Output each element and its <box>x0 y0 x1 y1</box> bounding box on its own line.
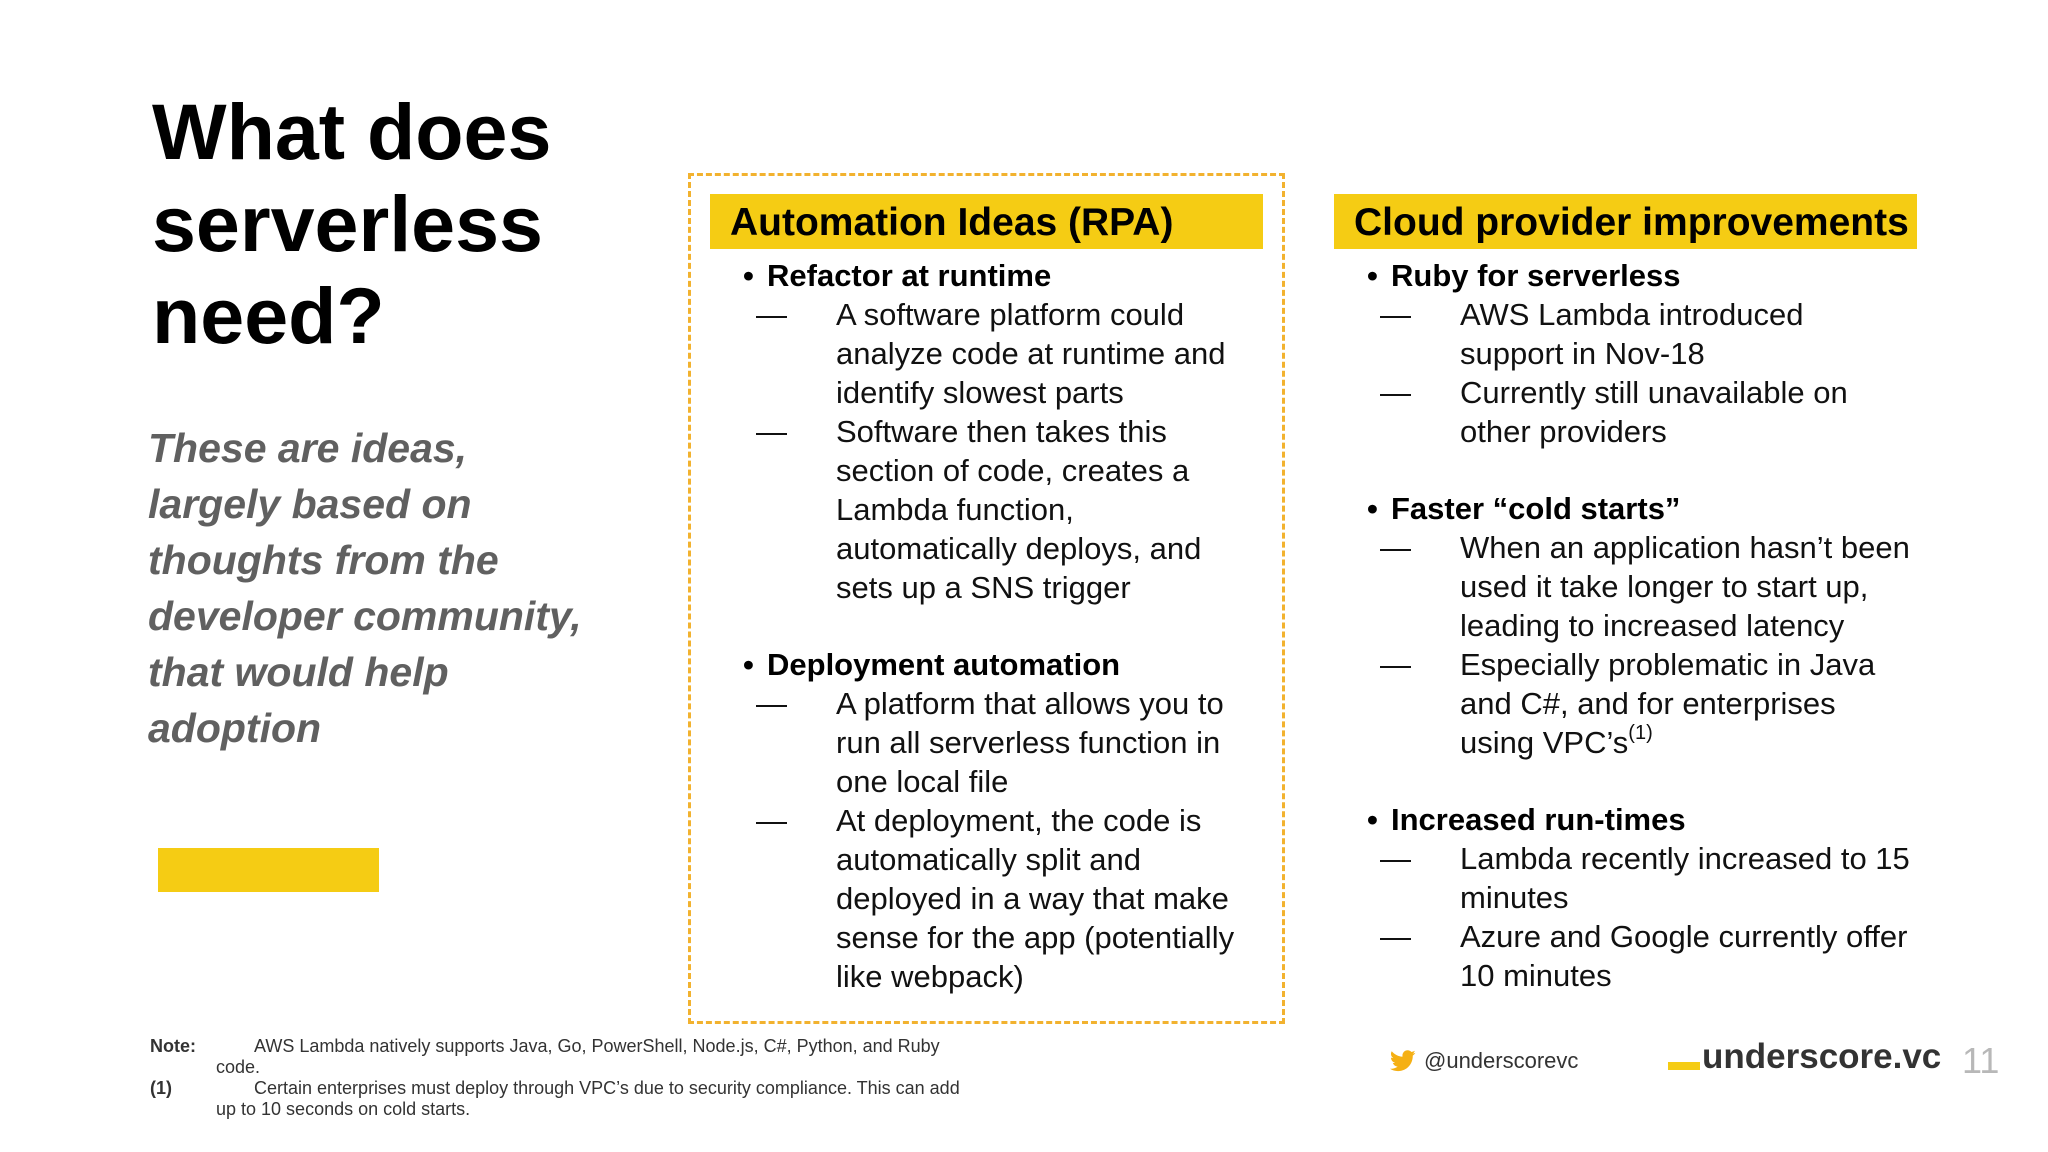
underscore-mark-icon <box>1668 1062 1700 1070</box>
dash-icon: — <box>756 803 787 838</box>
automation-section-refactor <box>710 257 1265 607</box>
accent-bar <box>158 848 379 892</box>
cloud-section-ruby <box>1334 257 1917 451</box>
list-item: — Software then takes this section of code, creates a Lambda function, automatically deploys, and sets up a SNS trigger <box>756 414 1202 605</box>
brand-logo: underscore.vc <box>1668 1036 1941 1078</box>
bullet-icon: • <box>743 647 754 682</box>
cloud-column <box>1334 194 1917 995</box>
dash-icon: — <box>756 686 787 721</box>
list-item: — Lambda recently increased to 15 minutes <box>1380 841 1910 915</box>
bullet-icon: • <box>1367 491 1378 526</box>
note-text: AWS Lambda natively supports Java, Go, PowerShell, Node.js, C#, Python, and Ruby code. <box>216 1036 940 1077</box>
bullet-icon: • <box>1367 258 1378 293</box>
footnote-row <box>150 1078 960 1120</box>
list-item: — Especially problematic in Java and C#, and for enterprises using $VPC’s^{(1)}$ <box>1380 647 1876 760</box>
bullet-icon: • <box>1367 802 1378 837</box>
section-title: • Ruby for serverless <box>1367 258 1681 293</box>
list-item: — Azure and Google currently offer 10 minutes <box>1380 919 1908 993</box>
footnote-text: Certain enterprises must deploy through VPC’s due to security compliance. This can add up to 10 seconds on cold starts. <box>216 1078 960 1119</box>
dash-icon: — <box>756 297 787 332</box>
cloud-section-run-times <box>1334 801 1917 995</box>
list-item: — When an application hasn’t been used it take longer to start up, leading to increased latency <box>1380 530 1910 643</box>
note-label: Note: <box>150 1036 196 1056</box>
automation-column <box>710 194 1265 996</box>
list-item: — At deployment, the code is automatically split and deployed in a way that make sense for the app (potentially like webpack) <box>756 803 1235 994</box>
dash-icon: — <box>1380 919 1411 954</box>
list-item: — A platform that allows you to run all serverless function in one local file <box>756 686 1224 799</box>
page-number: 11 <box>1962 1040 2000 1081</box>
footnote-label: (1) <box>150 1078 172 1098</box>
section-title: • Deployment automation <box>743 647 1121 682</box>
dash-icon: — <box>1380 375 1411 410</box>
page-title: What does serverless need? <box>152 87 552 360</box>
dash-icon: — <box>1380 647 1411 682</box>
list-item: — Currently still unavailable on other providers <box>1380 375 1848 449</box>
section-title: • Increased run-times <box>1367 802 1686 837</box>
section-title: • Faster “cold starts” <box>1367 491 1681 526</box>
dash-icon: — <box>756 414 787 449</box>
cloud-section-cold-starts <box>1334 490 1917 762</box>
twitter-bird-icon <box>1390 1050 1416 1072</box>
automation-section-deployment <box>710 646 1265 996</box>
note-row <box>150 1036 960 1078</box>
dash-icon: — <box>1380 530 1411 565</box>
footnote-ref: (1) <box>1628 722 1653 744</box>
section-title: • Refactor at runtime <box>743 258 1052 293</box>
cloud-header: Cloud provider improvements <box>1334 194 1917 249</box>
twitter-handle[interactable]: @underscorevc <box>1390 1048 1578 1074</box>
footnotes <box>150 1036 960 1120</box>
page-subtitle: These are ideas, largely based on thoughts from the developer community, that would help adoption <box>148 425 582 751</box>
list-item: — AWS Lambda introduced support in Nov-18 <box>1380 297 1804 371</box>
dash-icon: — <box>1380 841 1411 876</box>
dash-icon: — <box>1380 297 1411 332</box>
automation-header: Automation Ideas (RPA) <box>710 194 1263 249</box>
bullet-icon: • <box>743 258 754 293</box>
list-item: — A software platform could analyze code at runtime and identify slowest parts <box>756 297 1226 410</box>
